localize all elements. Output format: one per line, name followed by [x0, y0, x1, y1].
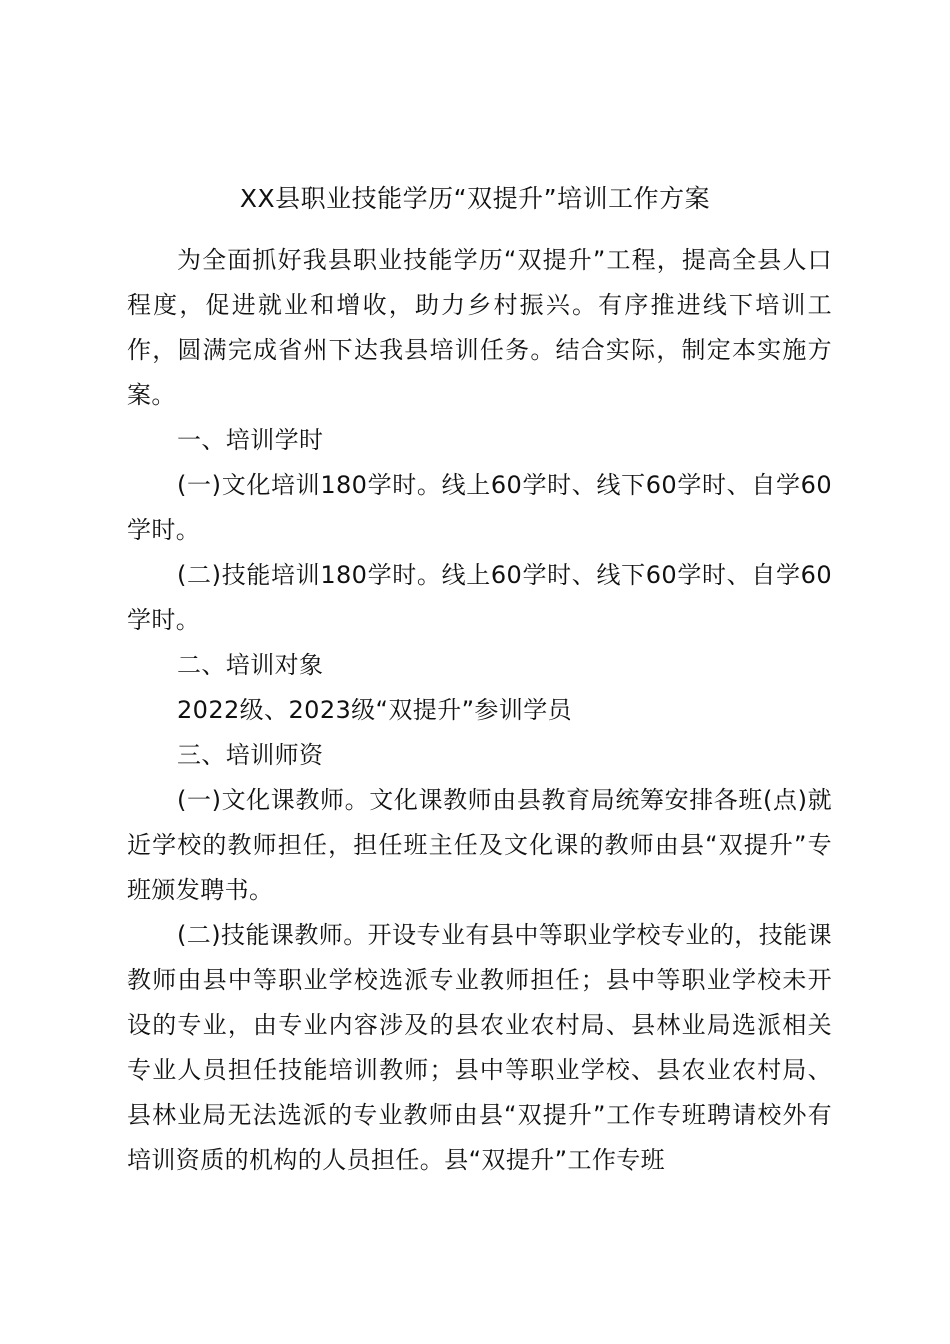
- paragraph-culture-hours: (一)文化培训180学时。线上60学时、线下60学时、自学60学时。: [127, 471, 832, 544]
- paragraph-skill-hours: (二)技能培训180学时。线上60学时、线下60学时、自学60学时。: [127, 561, 832, 634]
- document-body: [127, 238, 832, 1183]
- section-heading-teachers: 三、培训师资: [177, 741, 324, 769]
- paragraph-target: 2022级、2023级“双提升”参训学员: [177, 696, 573, 724]
- paragraph-culture-teachers: (一)文化课教师。文化课教师由县教育局统筹安排各班(点)就近学校的教师担任，担任班主任及文化课的教师由县“双提升”专班颁发聘书。: [127, 786, 832, 904]
- document-title: XX县职业技能学历“双提升”培训工作方案: [239, 184, 711, 213]
- section-heading-target: 二、培训对象: [177, 651, 324, 679]
- section-heading-hours: 一、培训学时: [177, 426, 324, 454]
- paragraph-intro: 为全面抓好我县职业技能学历“双提升”工程，提高全县人口程度，促进就业和增收，助力乡村振兴。有序推进线下培训工作，圆满完成省州下达我县培训任务。结合实际，制定本实施方案。: [127, 246, 832, 409]
- paragraph-skill-teachers: (二)技能课教师。开设专业有县中等职业学校专业的，技能课教师由县中等职业学校选派专业教师担任；县中等职业学校未开设的专业，由专业内容涉及的县农业农村局、县林业局选派相关专业人员担任技能培训教师；县中等职业学校、县农业农村局、县林业局无法选派的专业教师由县“双提升”工作专班聘请校外有培训资质的机构的人员担任。县“双提升”工作专班: [127, 921, 832, 1174]
